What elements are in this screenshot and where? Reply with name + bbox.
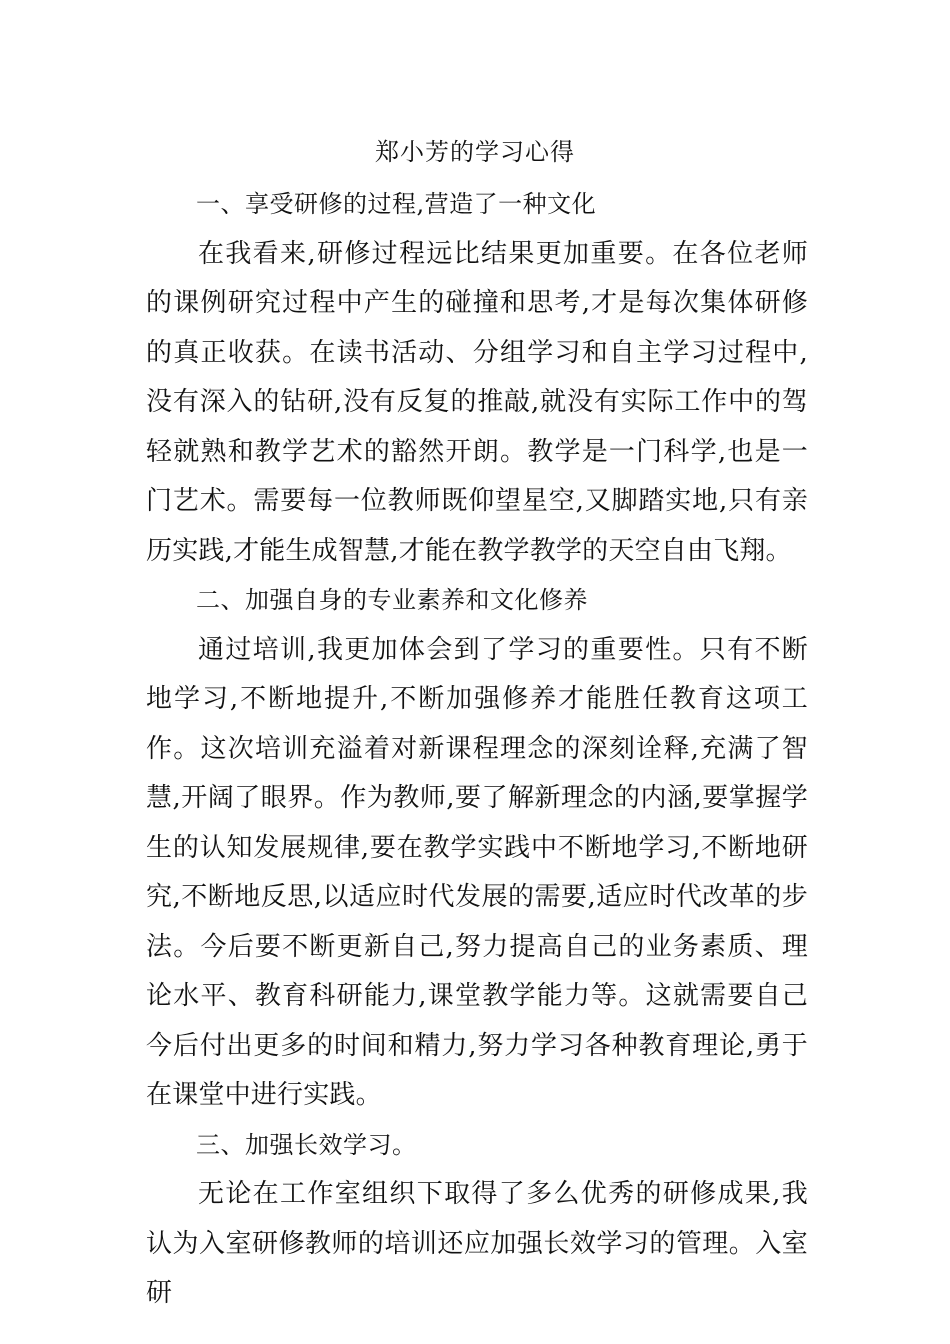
document-body: [146, 180, 808, 1319]
section-2-paragraph: 通过培训,我更加体会到了学习的重要性。只有不断地学习,不断地提升,不断加强修养才能胜任教育这项工作。这次培训充溢着对新课程理念的深刻诠释,充满了智慧,开阔了眼界。作为教师,要了解新理念的内涵,要掌握学生的认知发展规律,要在教学实践中不断地学习,不断地研究,不断地反思,以适应时代发展的需要,适应时代改革的步法。今后要不断更新自己,努力提高自己的业务素质、理论水平、教育科研能力,课堂教学能力等。这就需要自己今后付出更多的时间和精力,努力学习各种教育理论,勇于在课堂中进行实践。: [146, 634, 808, 1110]
document-title: 郑小芳的学习心得: [375, 138, 575, 166]
section-2-heading: 二、加强自身的专业素养和文化修养: [196, 586, 588, 614]
section-1-paragraph: 在我看来,研修过程远比结果更加重要。在各位老师的课例研究过程中产生的碰撞和思考,才是每次集体研修的真正收获。在读书活动、分组学习和自主学习过程中,没有深入的钻研,没有反复的推敲,就没有实际工作中的驾轻就熟和教学艺术的豁然开朗。教学是一门科学,也是一门艺术。需要每一位教师既仰望星空,又脚踏实地,只有亲历实践,才能生成智慧,才能在教学教学的天空自由飞翔。: [146, 238, 808, 566]
section-3-paragraph: 无论在工作室组织下取得了多么优秀的研修成果,我认为入室研修教师的培训还应加强长效学习的管理。入室研: [146, 1179, 808, 1308]
section-1-heading: 一、享受研修的过程,营造了一种文化: [196, 190, 597, 218]
section-3-heading: 三、加强长效学习。: [196, 1130, 417, 1159]
